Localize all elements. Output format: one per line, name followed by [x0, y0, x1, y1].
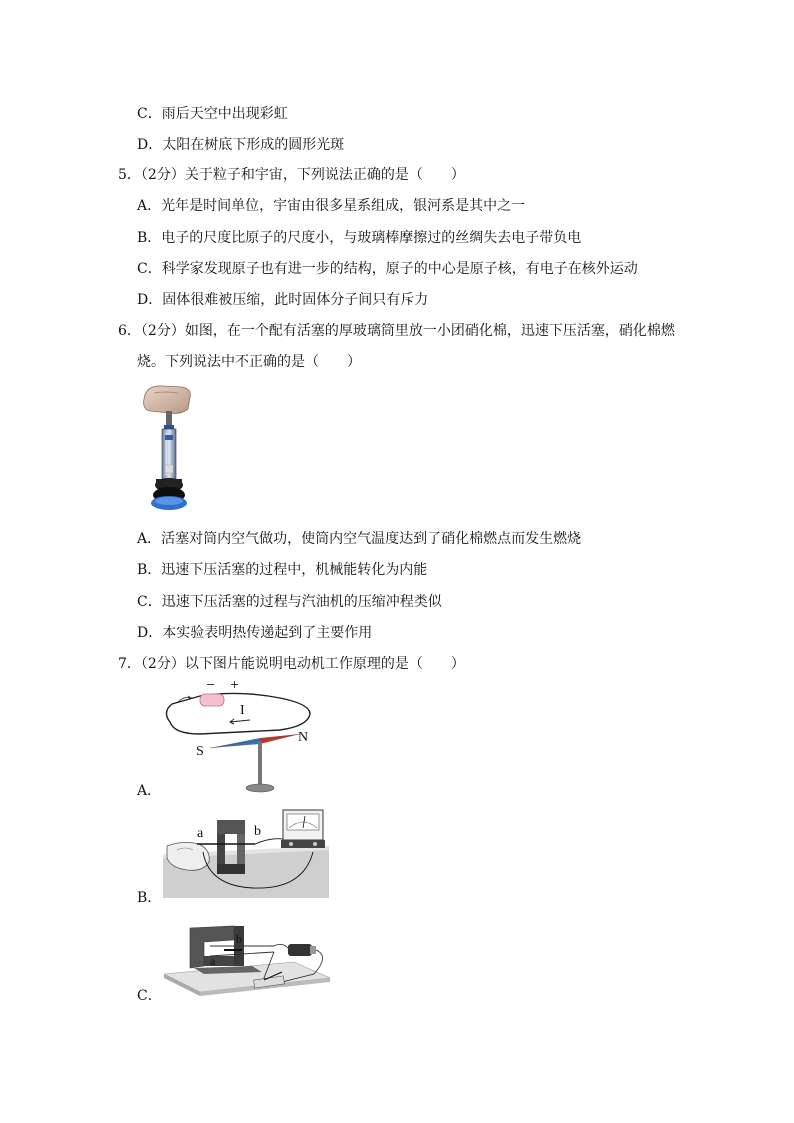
q7-figure-a: − + I S N — [160, 682, 330, 794]
q7-stem: 7．（2分）以下图片能说明电动机工作原理的是（ ） — [118, 656, 465, 672]
q6-piston-cylinder-figure — [140, 383, 200, 515]
q7-figure-b: a b — [163, 806, 329, 900]
q6-option-b: B．迅速下压活塞的过程中，机械能转化为内能 — [137, 562, 428, 578]
q4-option-c: C．雨后天空中出现彩虹 — [137, 106, 288, 122]
q5-option-b: B．电子的尺度比原子的尺度小，与玻璃棒摩擦过的丝绸失去电子带负电 — [137, 230, 582, 246]
q4-option-d: D．太阳在树底下形成的圆形光斑 — [137, 137, 345, 153]
q7-figure-c: b a — [164, 916, 330, 998]
q6-option-c: C．迅速下压活塞的过程与汽油机的压缩冲程类似 — [137, 594, 442, 610]
q5-option-d: D．固体很难被压缩，此时固体分子间只有斥力 — [137, 292, 429, 308]
q7-option-a-label: A． — [137, 783, 162, 799]
q6-stem-line2: 烧。下列说法中不正确的是（ ） — [137, 354, 361, 370]
q7-option-b-label: B． — [137, 890, 162, 906]
motor-principle-diagram — [164, 916, 330, 998]
q6-option-d: D．本实验表明热传递起到了主要作用 — [137, 625, 373, 641]
q5-option-a: A．光年是时间单位，宇宙由很多星系组成，银河系是其中之一 — [137, 198, 526, 214]
q5-option-c: C．科学家发现原子也有进一步的结构，原子的中心是原子核，有电子在核外运动 — [137, 261, 638, 277]
q6-stem-line1: 6．（2分）如图，在一个配有活塞的厚玻璃筒里放一小团硝化棉，迅速下压活塞，硝化棉燃 — [118, 323, 675, 339]
induction-diagram — [163, 806, 329, 900]
q7-option-c-label: C． — [137, 988, 162, 1004]
q5-stem: 5．（2分）关于粒子和宇宙，下列说法正确的是（ ） — [118, 167, 465, 183]
battery-icon — [200, 694, 224, 706]
q6-option-a: A．活塞对筒内空气做功，使筒内空气温度达到了硝化棉燃点而发生燃烧 — [137, 531, 582, 547]
